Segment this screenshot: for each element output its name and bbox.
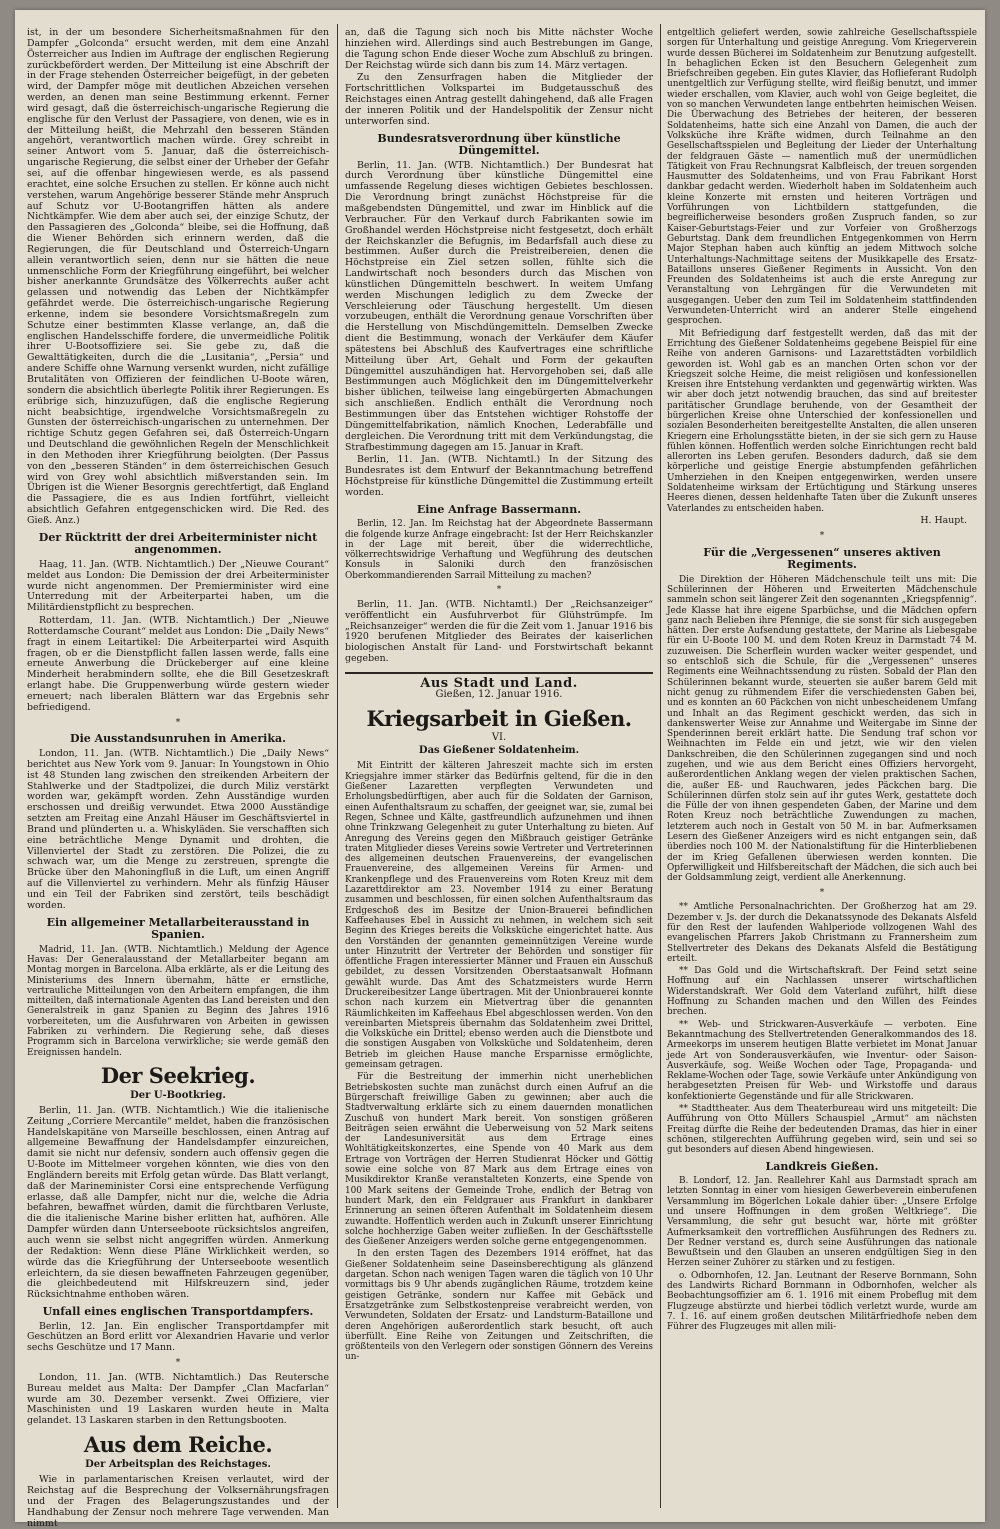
article-text: Mit Befriedigung darf festgestellt werden, daß das mit der Errichtung des Gießener Soldatenheims gegebene Beispiel für eine Reihe von anderen Garnisons- und Lazarettstädten vorbildlich geworden ist. Wohl gab es an manchen Orten schon vor der Kriegszeit solche Heime, die meist religiösen und konfessionellen Kreisen ihre Entstehung verdankten und gegenwärtig wirkten. Was wir aber doch jetzt notwendig brauchen, das sind auf breitester paritätischer Grundlage beruhende, von der Gesamtheit der bürgerlichen Kreise ohne Unterschied der konfessionellen und sozialen Besonderheiten bereitgestellte Anstalten, die allen unseren Kriegern eine Erholungsstätte bieten, in der sie sich gern zu Hause fühlen können. Hoffentlich werden solche Einrichtungen recht bald allerorten ins Leben gerufen. Besonders dadurch, daß sie dem körperliche und geistige Energie abstumpfenden gefährlichen Umherziehen in den Kneipen entgegenwirken, werden unsere Soldatenheime wirksam der Ertüchtigung und Stärkung unseres Heeres dienen, dessen heldenhafte Taten über die Zukunft unseres Vaterlandes zu entscheiden haben.: [667, 328, 977, 514]
column-1: [27, 27, 329, 1529]
subheadline-ubootkrieg: Der U-Bootkrieg.: [130, 1089, 226, 1101]
article-text: Berlin, 11. Jan. (WTB. Nichtamtl.) Der „Reichsanzeiger“ veröffentlicht ein Ausfuhrverbot für Glühstrümpfe. Im „Reichsanzeiger“ werden die für die Zeit vom 1. Januar 1916 bis 1920 berufenen Mitglieder des Beirates der kaiserlichen biologischen Anstalt für Land- und Forstwirtschaft bekannt gegeben.: [345, 598, 653, 665]
article-text: Rotterdam, 11. Jan. (WTB. Nichtamtlich.) Der „Nieuwe Rotterdamsche Courant“ meldet aus London: Die „Daily News“ fragt in einem Leitartikel: Die Arbeiterpartei wird Asquith fragen, ob er die Dienstpflicht fallen lassen werde, falls eine erneute Anwerbung die Drückeberger auf eine kleine Minderheit herabmindern sollte, ehe die Bill Gesetzeskraft erlangt habe. Die Gruppenwerbung würde gestern wieder erneuert; nach liberalen Blättern war das Ergebnis sehr befriedigend.: [27, 615, 329, 713]
subheadline-soldatenheim: Das Gießener Soldatenheim.: [418, 745, 580, 757]
column-2: [345, 28, 653, 1504]
separator-asterisk: *: [819, 530, 825, 541]
article-text: Zu den Zensurfragen haben die Mitglieder der Fortschrittlichen Volkspartei im Budgetausschuß des Reichstages einen Antrag gestellt dahingehend, daß alle Fragen der inneren Politik und der Handelspolitik der Zensur nicht unterworfen sind.: [345, 72, 653, 127]
article-text: Berlin, 11. Jan. (WTB. Nichtamtlich.) Der Bundesrat hat durch Verordnung über künstliche Düngemittel eine umfassende Regelung dieses wichtigen Gebietes beschlossen. Die Verordnung bringt zunächst Höchstpreise für die maßgebendsten Düngemittel, und zwar im Hinblick auf die Verbraucher. Für den Verkauf durch Fabrikanten sowie im Großhandel werden Höchstpreise nicht festgesetzt, doch erhält der Reichskanzler die Befugnis, im Bedarfsfall auch diese zu bestimmen. Außer durch die Preistreibereien, denen die Höchstpreise ein Ziel setzen sollen, fühlte sich die Landwirtschaft noch besonders durch das Mischen von künstlichen Düngemitteln beschwert. In weitem Umfang werden Mischungen lediglich zu dem Zwecke der Verschleierung oder Täuschung hergestellt. Um diesen vorzubeugen, enthält die Verordnung genaue Vorschriften über die Herstellung von Mischdüngemitteln. Demselben Zwecke dient die Bestimmung, wonach der Verkäufer dem Käufer spätestens bei Abschluß des Kaufvertrages eine schriftliche Mitteilung über Art, Gehalt und Form der gekauften Düngemittel auszuhändigen hat. Hervorgehoben sei, daß alle Bestimmungen auch Möglichkeit den im Düngemittelverkehr bisher üblichen, teilweise lang eingebürgerten Abmachungen sich anschließen. Endlich enthält die Verordnung noch Bestimmungen über das Entstehen wichtiger Rohstoffe der Düngemittelfabrikation, nämlich Knochen, Lederabfälle und dergleichen. Die Verordnung tritt mit dem Verkündungstag, die Strafbestimmung dagegen am 15. Januar in Kraft.: [345, 159, 653, 453]
series-number: VI.: [491, 731, 507, 743]
news-item: ** Web- und Strickwaren-Ausverkäufe — verboten. Eine Bekanntmachung des Stellvertretenden Generalkommandos des 18. Armeekorps im unserem heutigen Blatte verbietet im Monat Januar jede Art von Sonderausverkäufen, wie Inventur- oder Saison-Ausverkäufe, sog. Weiße Wochen oder Tage, Propaganda- und Reklame-Wochen oder Tage, sowie Verkäufe unter Ankündigung von herabgesetzten Preisen für Web- und Wirkstoffe und daraus konfektionierte Gegenstände und für alle Strickwaren.: [667, 1019, 977, 1102]
separator-asterisk: *: [496, 585, 502, 596]
article-text: Für die Bestreitung der immerhin nicht unerheblichen Betriebskosten suchte man zunächst durch einen Aufruf an die Bürgerschaft freiwillige Gaben zu gewinnen; aber auch die Stadtverwaltung erklärte sich zu einem dauernden monatlichen Zuschuß von hundert Mark bereit. Von sonstigen größeren Beiträgen seien erwähnt die Ueberweisung von 52 Mark seitens der Landesuniversität aus dem Ertrage eines Wohltätigkeitskonzertes, eine Spende von 40 Mark aus dem Ertrage von Vorträgen der Herren Studienrat Höcker und Göttig sowie eine solche von 87 Mark aus dem Ertrage eines von Musikdirektor Kranße veranstalteten Konzerts, eine Spende von 100 Mark seitens der Gemeinde Trohe, endlich der Betrag von hundert Mark, den ein Feldgrauer aus Frankfurt in dankbarer Erinnerung an seinen öfteren Aufenthalt im Soldatenheim diesem zuwandte. Hoffentlich werden auch in Zukunft unserer Einrichtung solche hochherzige Gaben weiter zufließen. In der Geschäftsstelle des Gießener Anzeigers werden solche gerne entgegengenommen.: [345, 1072, 653, 1248]
news-item: B. Londorf, 12. Jan. Reallehrer Kahl aus Darmstadt sprach am letzten Sonntag in einer vom hiesigen Gewerbeverein einberufenen Versammlung im Bögerlchen Lokale dahier über: „Unsere Erfolge und unsere Hoffnungen in dem großen Weltkriege“. Die Versammlung, die sehr gut besucht war, hörte mit größter Aufmerksamkeit den vortrefflichen Ausführungen des Redners zu. Der Redner verstand es, durch seine Ausführungen das nationale Bewußtsein und den Glauben an unseren endgültigen Sieg in den Herzen seiner Zuhörer zu stärken und zu festigen.: [667, 1176, 977, 1269]
article-text: Die Direktion der Höheren Mädchenschule teilt uns mit: Die Schülerinnen der Höheren und Erweiterten Mädchenschule sammeln schon seit längerer Zeit den sogenannten „Kriegspfennig“. Jede Klasse hat ihre eigene Sparbüchse, und die Mädchen opfern ganz nach Belieben ihre Pfennige, die sie sonst für sich ausgegeben hätten. Der erste Aufsendung gestattete, der Marine als Liebesgabe für ein U-Boote 100 M. und dem Roten Kreuz in Darmstadt 74 M. zuzuweisen. Die Scherflein wurden wacker weiter gespendet, und so entschloß sich die Schule, für die „Vergessenen“ unseres Regiments eine Weihnachtssendung zu rüsten. Sobald der Plan den Schülerinnen bekannt wurde, steuerten sie außer barem Geld mit nicht genug zu rühmendem Eifer die verschiedensten Gaben bei, und es konnten an 60 Päckchen von nicht unbescheidenem Umfang und Inhalt an das Regiment geschickt werden, das sich in dankenswerter Weise zur Annahme und Weitergabe im Sinne der Spenderinnen bereit erklärt hatte. Die Sendung traf schon vor Weihnachten im Felde ein und jetzt, wie wir den vielen Dankschreiben, die den Schülerinnen zugegangen sind und noch zugehen, und wie aus dem Bericht eines Offiziers hervorgeht, außerordentlichen Anklang wegen der vielen praktischen Sachen, die, außer Eß- und Rauchwaren, jedes Päckchen barg. Die Schülerinnen dürfen stolz sein auf ihr gutes Werk, gestattete doch die Fülle der von ihnen gespendeten Gaben, der Marine und dem Roten Kreuz noch beträchtliche Zuwendungen zu machen, letzterem auch noch in Gestalt von 50 M. in bar. Aufmerksamen Lesern des Gießener Anzeigers wird es nicht entgangen sein, daß überdies noch 100 M. der Nationalstiftung für die Hinterbliebenen der im Krieg Gefallenen überwiesen werden konnten. Die Opferwilligkeit und Hilfsbereitschaft der Mädchen, die sich auch bei der Goldsammlung zeigt, verdient alle Anerkennung.: [667, 574, 977, 884]
headline-duengemittel: Bundesratsverordnung über künstliche Düngemittel.: [377, 131, 621, 158]
author-signature: H. Haupt.: [920, 514, 967, 526]
headline-seekrieg: Der Seekrieg.: [100, 1062, 256, 1088]
article-text: Haag, 11. Jan. (WTB. Nichtamtlich.) Der „Nieuwe Courant“ meldet aus London: Die Demission der drei Arbeiterminister wurde nicht angenommen. Der Premierminister wird eine Unterredung mit der Arbeiterpartei haben, um die Militärdienstpflicht zu besprechen.: [27, 558, 329, 614]
headline-transportdampfer: Unfall eines englischen Transportdampfers.: [42, 1305, 314, 1319]
article-text: Berlin, 11. Jan. (WTB. Nichtamtl.) In der Sitzung des Bundesrates ist dem Entwurf der Bekanntmachung betreffend Höchstpreise für künstliche Düngemittel die Zustimmung erteilt worden.: [345, 454, 653, 498]
article-text: Berlin, 12. Jan. Im Reichstag hat der Abgeordnete Bassermann die folgende kurze Anfrage eingebracht: Ist der Herr Reichskanzler in der Lage mit bereit, über die widerrechtliche, völkerrechtswidrige Verhaftung und Wegführung des deutschen Konsuls in Saloniki durch den französischen Oberkommandierenden Sarrail Mitteilung zu machen?: [345, 519, 653, 581]
separator-asterisk: *: [175, 1358, 181, 1369]
headline-arbeiterminister: Der Rücktritt der drei Arbeiterminister nicht angenommen.: [38, 530, 318, 557]
article-text: London, 11. Jan. (WTB. Nichtamtlich.) Die „Daily News“ berichtet aus New York vom 9. Januar: In Youngstown in Ohio ist 48 Stunden lang zwischen den streikenden Arbeitern der Stahlwerke und der Stadtpolizei, die durch Miliz verstärkt worden war, gekämpft worden. Zehn Ausständige wurden erschossen und dreißig verwundet. Etwa 2000 Ausständige setzten am Freitag eine Anzahl Häuser im Geschäftsviertel in Brand und plünderten u. a. Whiskyläden. Sie verschafften sich eine beträchtliche Menge Dynamit und drohten, die Villenviertel der Stadt zu zerstören. Die Polizei, die zu schwach war, um die Menge zu zerstreuen, sprengte die Brücke über den Mahoningfluß in die Luft, um einen Angriff auf die Villenviertel zu verhindern. Mehr als fünfzig Häuser und ein Teil der Fabriken sind zerstört, teils beschädigt worden.: [27, 747, 329, 911]
news-item: ** Das Gold und die Wirtschaftskraft. Der Feind setzt seine Hoffnung auf ein Nachlassen unserer wirtschaftlichen Widerstandskraft. Wer Gold dem Vaterland zuführt, hilft diese Hoffnung zu Schanden machen und den Willen des Feindes brechen.: [667, 966, 977, 1018]
article-text: Berlin, 11. Jan. (WTB. Nichtamtlich.) Wie die italienische Zeitung „Corriere Mercantile“ meldet, haben die französischen Handelskapitäne von Marseille beschlossen, einen Antrag auf allgemeine Bewaffnung der Handelsdampfer einzureichen, damit sie nicht nur defensiv, sondern auch offensiv gegen die U-Boote im Mittelmeer vorgehen könnten, wie dies von den Engländern bereits mit Erfolg getan würde. Das Blatt verlangt, daß der Marineminister Corsi eine entsprechende Verfügung erlasse, daß alle Dampfer, nicht nur die, welche die Adria befahren, bewaffnet würden, damit die fürchtbaren Verluste, die die italienische Marine bisher erlitten hat, aufhören. Alle Dampfer würden dann Unterseeboote rücksichtslos angreifen, auch wenn sie selbst nicht angegriffen würden. Anmerkung der Redaktion: Wenn diese Pläne Wirklichkeit werden, so würde das die Kriegführung der Unterseeboote wesentlich erleichtern, da sie diesen bewaffneten Fahrzeugen gegenüber, die gleichbedeutend mit Hilfskreuzern sind, jeder Rücksichtnahme enthoben wären.: [27, 1104, 329, 1301]
article-text: entgeltlich geliefert werden, sowie zahlreiche Gesellschaftsspiele sorgen für Unterhaltung und geistige Anregung. Vom Kriegerverein wurde dessen Bücherei im Soldatenheim zur Benutzung aufgestellt. In behaglichen Ecken ist den Besuchern Gelegenheit zum Briefschreiben gegeben. Ein gutes Klavier, das Hoflieferant Rudolph unentgeltlich zur Verfügung stellte, wird fleißig benutzt, und immer wieder erschallen, vom Klavier, auch wohl von Geige begleitet, die von so manchen Verwundeten lange entbehrten heimischen Weisen. Die Überwachung des Betriebes der heiteren, der besseren Soldatenheims, hatte sich eine Anzahl von Damen, die auch der Volksküche ihre Kräfte widmen, durch Teilnahme an den Gesellschaftsspielen und Begleitung der Lieder der Unterhaltung der feldgrauen Gäste — namentlich muß der unermüdlichen Tätigkeit von Frau Rechnungsrat Kalbfleisch, der treuen sorgenden Hausmutter des Soldatenheims, und von Frau Fabrikant Horst dankbar gedacht werden. Wiederholt haben im Soldatenheim auch kleine Konzerte mit ernsten und heiteren Vorträgen und Vorführungen von Lichtbildern stattgefunden, die begreiflicherweise besonders großen Zuspruch fanden, so zur Kaiser-Geburtstags-Feier und zur Vorfeier von Großherzogs Geburtstag. Dank dem freundlichen Entgegenkommen von Herrn Major Stephan haben auch künftig an jedem Mittwoch solche Unterhaltungs-Nachmittage seitens der Musikkapelle des Ersatz-Bataillons unseres Gießener Regiments in Aussicht. Von den Freunden des Soldatenheims ist auch die erste Anregung zur Veranstaltung von Lehrgängen für die Verwundeten mit ausgegangen. Ueber den zum Teil im Soldatenheim stattfindenden Verwundeten-Unterricht wird an anderer Stelle eingehend gesprochen.: [667, 28, 977, 327]
news-item: o. Odbornhofen, 12. Jan. Leutnant der Reserve Bornmann, Sohn des Landwirts Richard Bornmann in Odbornhofen, welcher als Beobachtungsoffizier am 6. 1. 1916 mit einem Probeflug mit dem Flugzeuge abstürzte und hierbei tödlich verletzt wurde, wurde am 7. 1. 16. auf einem großen deutschen Militärfriedhofe neben dem Führer des Flugzeuges mit allen mili-: [667, 1270, 977, 1333]
article-text: Madrid, 11. Jan. (WTB. Nichtamtlich.) Meldung der Agence Havas: Der Generalausstand der Metallarbeiter begann am Montag morgen in Barcelona. Alba erklärte, als er die Leitung des Ministeriums des Innern übernahm, hätte er ernstliche, vertrauliche Mitteilungen von den Arbeitern empfangen, die ihm mitteilten, daß internationale Agenten das Land bereisten und den Generalstreik in ganz Spanien zu Beginn des Jahres 1916 vorbereiteten, um die Ausfuhrwaren von Arbeiten in gewissen Fabriken zu verhindern. Die Regierung sehe, daß dieses Programm sich in Barcelona verwirkliche; sie werde gemäß den Ereignissen handeln.: [27, 944, 329, 1058]
article-text: Mit Eintritt der kälteren Jahreszeit machte sich im ersten Kriegsjahre immer stärker das Bedürfnis geltend, für die in den Gießener Lazaretten verpflegten Verwundeten und Erholungsbedürftigen, aber auch für die Soldaten der Garnison, einen Aufenthaltsraum zu schaffen, der geeignet war, sie, zumal bei Regen, Schnee und Kälte, gastfreundlich aufzunehmen und ihnen ohne Trinkzwang Gelegenheit zu guter Unterhaltung zu bieten. Auf Anregung des Vereins gegen den Mißbrauch geistiger Getränke traten Mitglieder dieses Vereins sowie Vertreter und Vertreterinnen des allgemeinen deutschen Frauenvereins, der evangelischen Frauenvereine, des allgemeinen Vereins für Armen- und Krankenpflege und des Frauenvereins vom Roten Kreuz mit dem Lazarettdirektor am 23. November 1914 zu einer Beratung zusammen und beschlossen, für einen solchen Aufenthaltsraum das Erdgeschoß des im Besitze der Union-Brauerei befindlichen Kaffeehauses Ebel in Aussicht zu nehmen, in welchem sich seit Beginn des Krieges bereits die Volksküche eingerichtet hatte. Aus den Vorständen der genannten gemeinnützigen Vereine wurde unter Hinzutritt der Vertreter der Behörden und sonstiger für öffentliche Fragen interessierter Männer und Frauen ein Ausschuß gebildet, zu dessen Vorsitzenden Oberstaatsanwalt Hofmann gewählt wurde. Das Amt des Schatzmeisters wurde Herrn Druckereibesitzer Lange übertragen. Mit der Unionbrauerei konnte schon nach kurzem ein Mietvertrag über die genannten Räumlichkeiten im Kaffeehaus Ebel abgeschlossen werden. Von den vereinbarten Mietspreis übernahm das Soldatenheim zwei Drittel, die Volksküche ein Drittel; ebenso werden auch die Dienstbote und die sonstigen Ausgaben von Volksküche und Soldatenheim, deren Betrieb im gleichen Hause manche Ersparnisse ermöglichte, gemeinsam getragen.: [345, 761, 653, 1071]
headline-aus-dem-reiche: Aus dem Reiche.: [83, 1432, 273, 1458]
column-rule: [660, 24, 661, 1508]
article-text: Wie in parlamentarischen Kreisen verlautet, wird der Reichstag auf die Besprechung der Volksernährungsfragen und der Fragen des Belagerungszustandes und der Handhabung der Zensur noch mehrere Tage verwenden. Man nimmt: [27, 1474, 329, 1529]
section-rule: [345, 672, 653, 674]
headline-kriegsarbeit: Kriegsarbeit in Gießen.: [366, 705, 632, 731]
column-rule: [337, 24, 338, 1508]
article-text: ist, in der um besondere Sicherheitsmaßnahmen für den Dampfer „Golconda“ ersucht werden, mit dem eine Anzahl Österreicher aus Indien im Auftrage der englischen Regierung zurückbefördert werden. Der Mitteilung ist eine Abschrift der in der Frage stehenden Österreicher beigefügt, in der gebeten wird, der Dampfer möge mit deutlichen Abzeichen versehen werden, an denen man seine Bestimmung erkennt. Ferner wird gesagt, daß die österreichisch-ungarische Regierung die englische für den Verlust der Passagiere, von denen, wie es in der Mitteilung heißt, die Mehrzahl den besseren Ständen angehört, verantwortlich machen würde. Grey schreibt in seiner Antwort vom 5. Januar, daß die österreichisch-ungarische Regierung, die selbst einer der Urheber der Gefahr sei, auf die offenbar hingewiesen werde, es als passend erachtet, eine solche Ersuchen zu stellen. Er könne auch nicht verstehen, warum Angehörige besserer Stände mehr Anspruch auf Schutz vor U-Bootangriffen hätten als andere Nichtkämpfer. Wie dem aber auch sei, der einzige Schutz, der den Passagieren des „Golconda“ bleibe, sei die Hoffnung, daß die Wiener Behörden sich erinnern werden, daß die Regierungen, die für Deutschland und Österreich-Ungarn allein verantwortlich seien, denn nur sie hätten die neue unmenschliche Form der Kriegführung eingeführt, bei welcher bisher anerkannte Grundsätze des Völkerrechts außer acht gelassen und notwendig das Leben der Nichtkämpfer gefährdet werde. Die österreichisch-ungarische Regierung erkenne, indem sie besondere Vorsichtsmaßregeln zum Schutze einer bestimmten Klasse verlange, an, daß die englischen Handelsschiffe fordere, die unvermeidliche Politik ihrer U-Bootsoffiziere sei. Sie gebe zu, daß die Gewalttätigkeiten, durch die die „Lusitania“, „Persia“ und andere Schiffe ohne Warnung versenkt wurden, nicht zufällige Brutalitäten von Offizieren der feindlichen U-Boote wären, sondern die absichtlich überlegte Politik ihrer Regierungen. Es erübrige sich, hinzuzufügen, daß die englische Regierung nicht beabsichtige, irgendwelche Vorsichtsmaßregeln zu Gunsten der österreichisch-ungarischen zu unternehmen. Der richtige Schutz gegen Gefahren sei, daß Österreich-Ungarn und Deutschland die gewöhnlichen Regeln der Menschlichkeit in den Methoden ihrer Kriegführung beiolgten. (Der Passus von den „besseren Ständen“ in dem österreichischen Gesuch wird von Grey wohl absichtlich mißverstanden sein. Im Übrigen ist die Wiener Besorgnis gerechtfertigt, daß England die Passagiere, die es aus Indien fortführt, vielleicht absichtlich Gefahren entgegenschicken wird. Die Red. des Gieß. Anz.): [27, 27, 329, 526]
headline-amerika: Die Ausstandsunruhen in Amerika.: [70, 732, 286, 746]
article-text: Berlin, 12. Jan. Ein englischer Transportdampfer mit Geschützen an Bord erlitt vor Alexandrien Havarie und verlor sechs Geschütze und 17 Mann.: [27, 1320, 329, 1354]
headline-regiment: Für die „Vergessenen“ unseres aktiven Regiments.: [703, 545, 941, 572]
news-item: ** Stadttheater. Aus dem Theaterbureau wird uns mitgeteilt: Die Aufführung von Otto Müllers Schauspiel „Armut“ am nächsten Freitag dürfte die Reihe der bedeutenden Dramas, das hier in einer schönen, stilgerechten Aufführung gegeben wird, sein und sei so gut besonders auf diesen Abend hingewiesen.: [667, 1104, 977, 1156]
article-text: an, daß die Tagung sich noch bis Mitte nächster Woche hinziehen wird. Allerdings sind auch Bestrebungen im Gange, die Tagung schon Ende dieser Woche zum Abschluß zu bringen. Der Reichstag würde sich dann bis zum 14. März vertagen.: [345, 27, 653, 71]
headline-spanien: Ein allgemeiner Metallarbeiterausstand in Spanien.: [46, 915, 310, 942]
news-item: ** Amtliche Personalnachrichten. Der Großherzog hat am 29. Dezember v. Js. der durch die Dekanatssynode des Dekanats Alsfeld für den Rest der laufenden Wahlperiode vollzogenen Wahl des evangelischen Pfarrers Jakob Christmann zu Frannersheim zum Stellvertreter des Dekans des Dekanats Alsfeld die Bestätigung erteilt.: [667, 902, 977, 964]
article-text: London, 11. Jan. (WTB. Nichtamtlich.) Das Reutersche Bureau meldet aus Malta: Der Dampfer „Clan Macfarlan“ wurde am 30. Dezember versenkt. Zwei Offiziere, vier Maschinisten und 19 Laskaren wurden heute in Malta gelandet. 13 Laskaren starben in den Rettungsbooten.: [27, 1371, 329, 1427]
separator-asterisk: *: [175, 717, 181, 728]
dateline: Gießen, 12. Januar 1916.: [435, 688, 563, 700]
separator-asterisk: *: [819, 887, 825, 898]
headline-landkreis: Landkreis Gießen.: [765, 1159, 879, 1173]
section-title: Aus Stadt und Land.: [420, 675, 578, 691]
article-text: In den ersten Tagen des Dezembers 1914 eröffnet, hat das Gießener Soldatenheim seine Daseinsberechtigung als glänzend dargetan. Schon nach wenigen Tagen waren die täglich von 10 Uhr vormittags bis 9 Uhr abends zugänglichen Räume, trotzdem keine geistigen Getränke, sondern nur Kaffee mit Gebäck und Ersatzgetränke zum Selbstkostenpreise verabreicht werden, von Verwundeten, Soldaten der Ersatz- und Landsturm-Bataillone und deren Angehörigen außerordentlich stark besucht, oft auch überfüllt. Eine Reihe von Zeitungen und Zeitschriften, die größtenteils von den Verlegern oder sonstigen Gönnern des Vereins un-: [345, 1249, 653, 1363]
column-3: [667, 28, 977, 1504]
newspaper-page: [15, 10, 985, 1529]
headline-bassermann: Eine Anfrage Bassermann.: [416, 502, 582, 516]
subheadline-reichstag: Der Arbeitsplan des Reichstages.: [85, 1459, 271, 1471]
